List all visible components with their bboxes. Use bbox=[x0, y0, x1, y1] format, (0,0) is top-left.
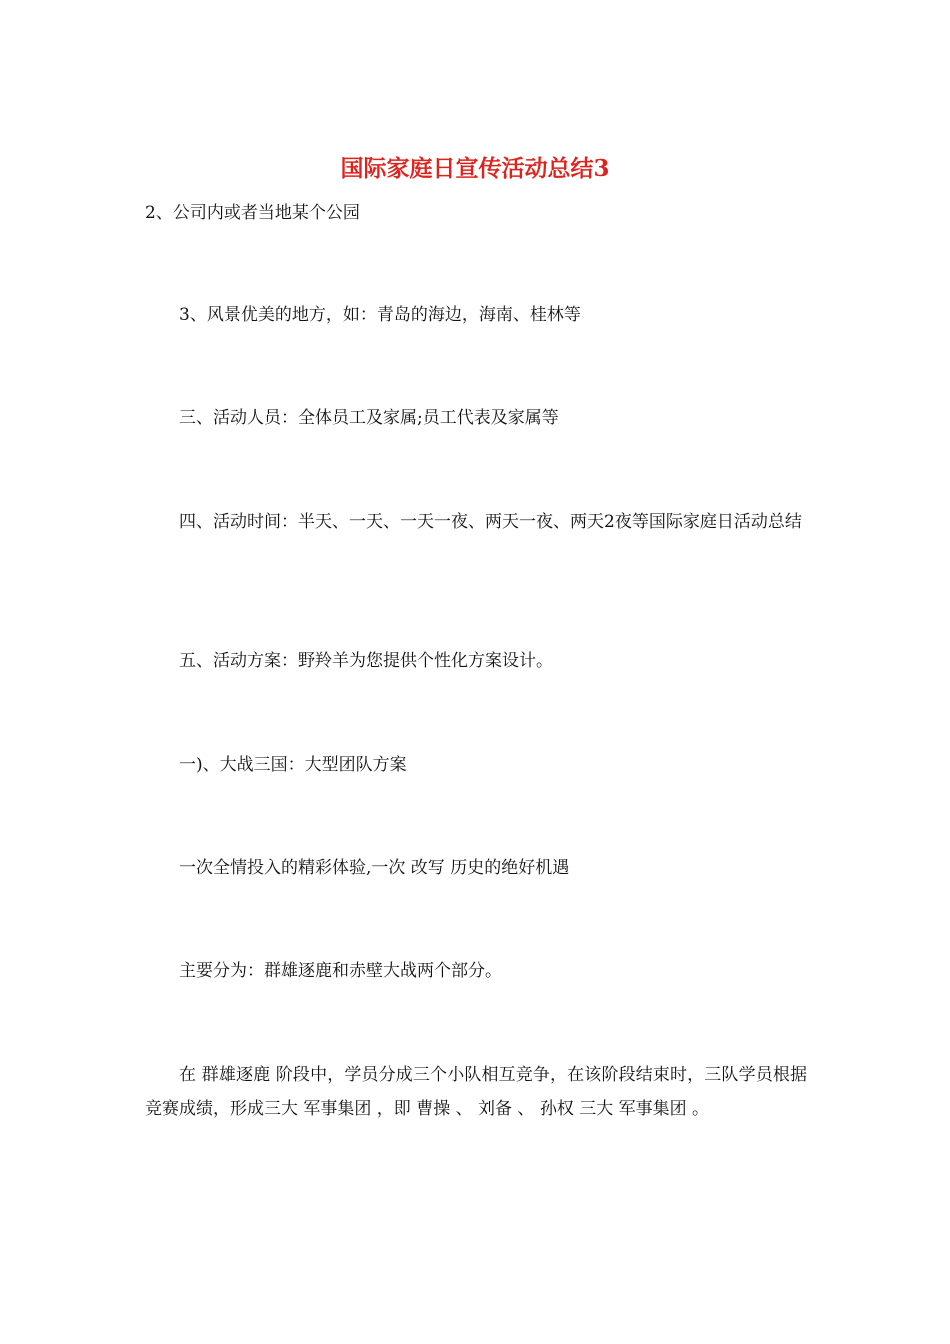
paragraph-2: 3、风景优美的地方，如：青岛的海边，海南、桂林等 bbox=[179, 305, 581, 325]
paragraph-3: 三、活动人员：全体员工及家属;员工代表及家属等 bbox=[179, 408, 559, 428]
document-title: 国际家庭日宣传活动总结3 bbox=[340, 155, 610, 182]
paragraph-8: 主要分为：群雄逐鹿和赤壁大战两个部分。 bbox=[179, 961, 502, 981]
paragraph-1: 2、公司内或者当地某个公园 bbox=[145, 203, 360, 223]
paragraph-9: 在 群雄逐鹿 阶段中，学员分成三个小队相互竞争，在该阶段结束时，三队学员根据竞赛成绩，形成三大 军事集团 ，即 曹操 、 刘备 、 孙权 三大 军事集团 。 bbox=[145, 1065, 807, 1119]
paragraph-4: 四、活动时间：半天、一天、一天一夜、两天一夜、两天2夜等国际家庭日活动总结 bbox=[179, 512, 802, 532]
paragraph-5: 五、活动方案：野羚羊为您提供个性化方案设计。 bbox=[179, 651, 553, 671]
paragraph-6: 一)、大战三国：大型团队方案 bbox=[179, 755, 407, 775]
paragraph-7: 一次全情投入的精彩体验,一次 改写 历史的绝好机遇 bbox=[179, 858, 570, 878]
